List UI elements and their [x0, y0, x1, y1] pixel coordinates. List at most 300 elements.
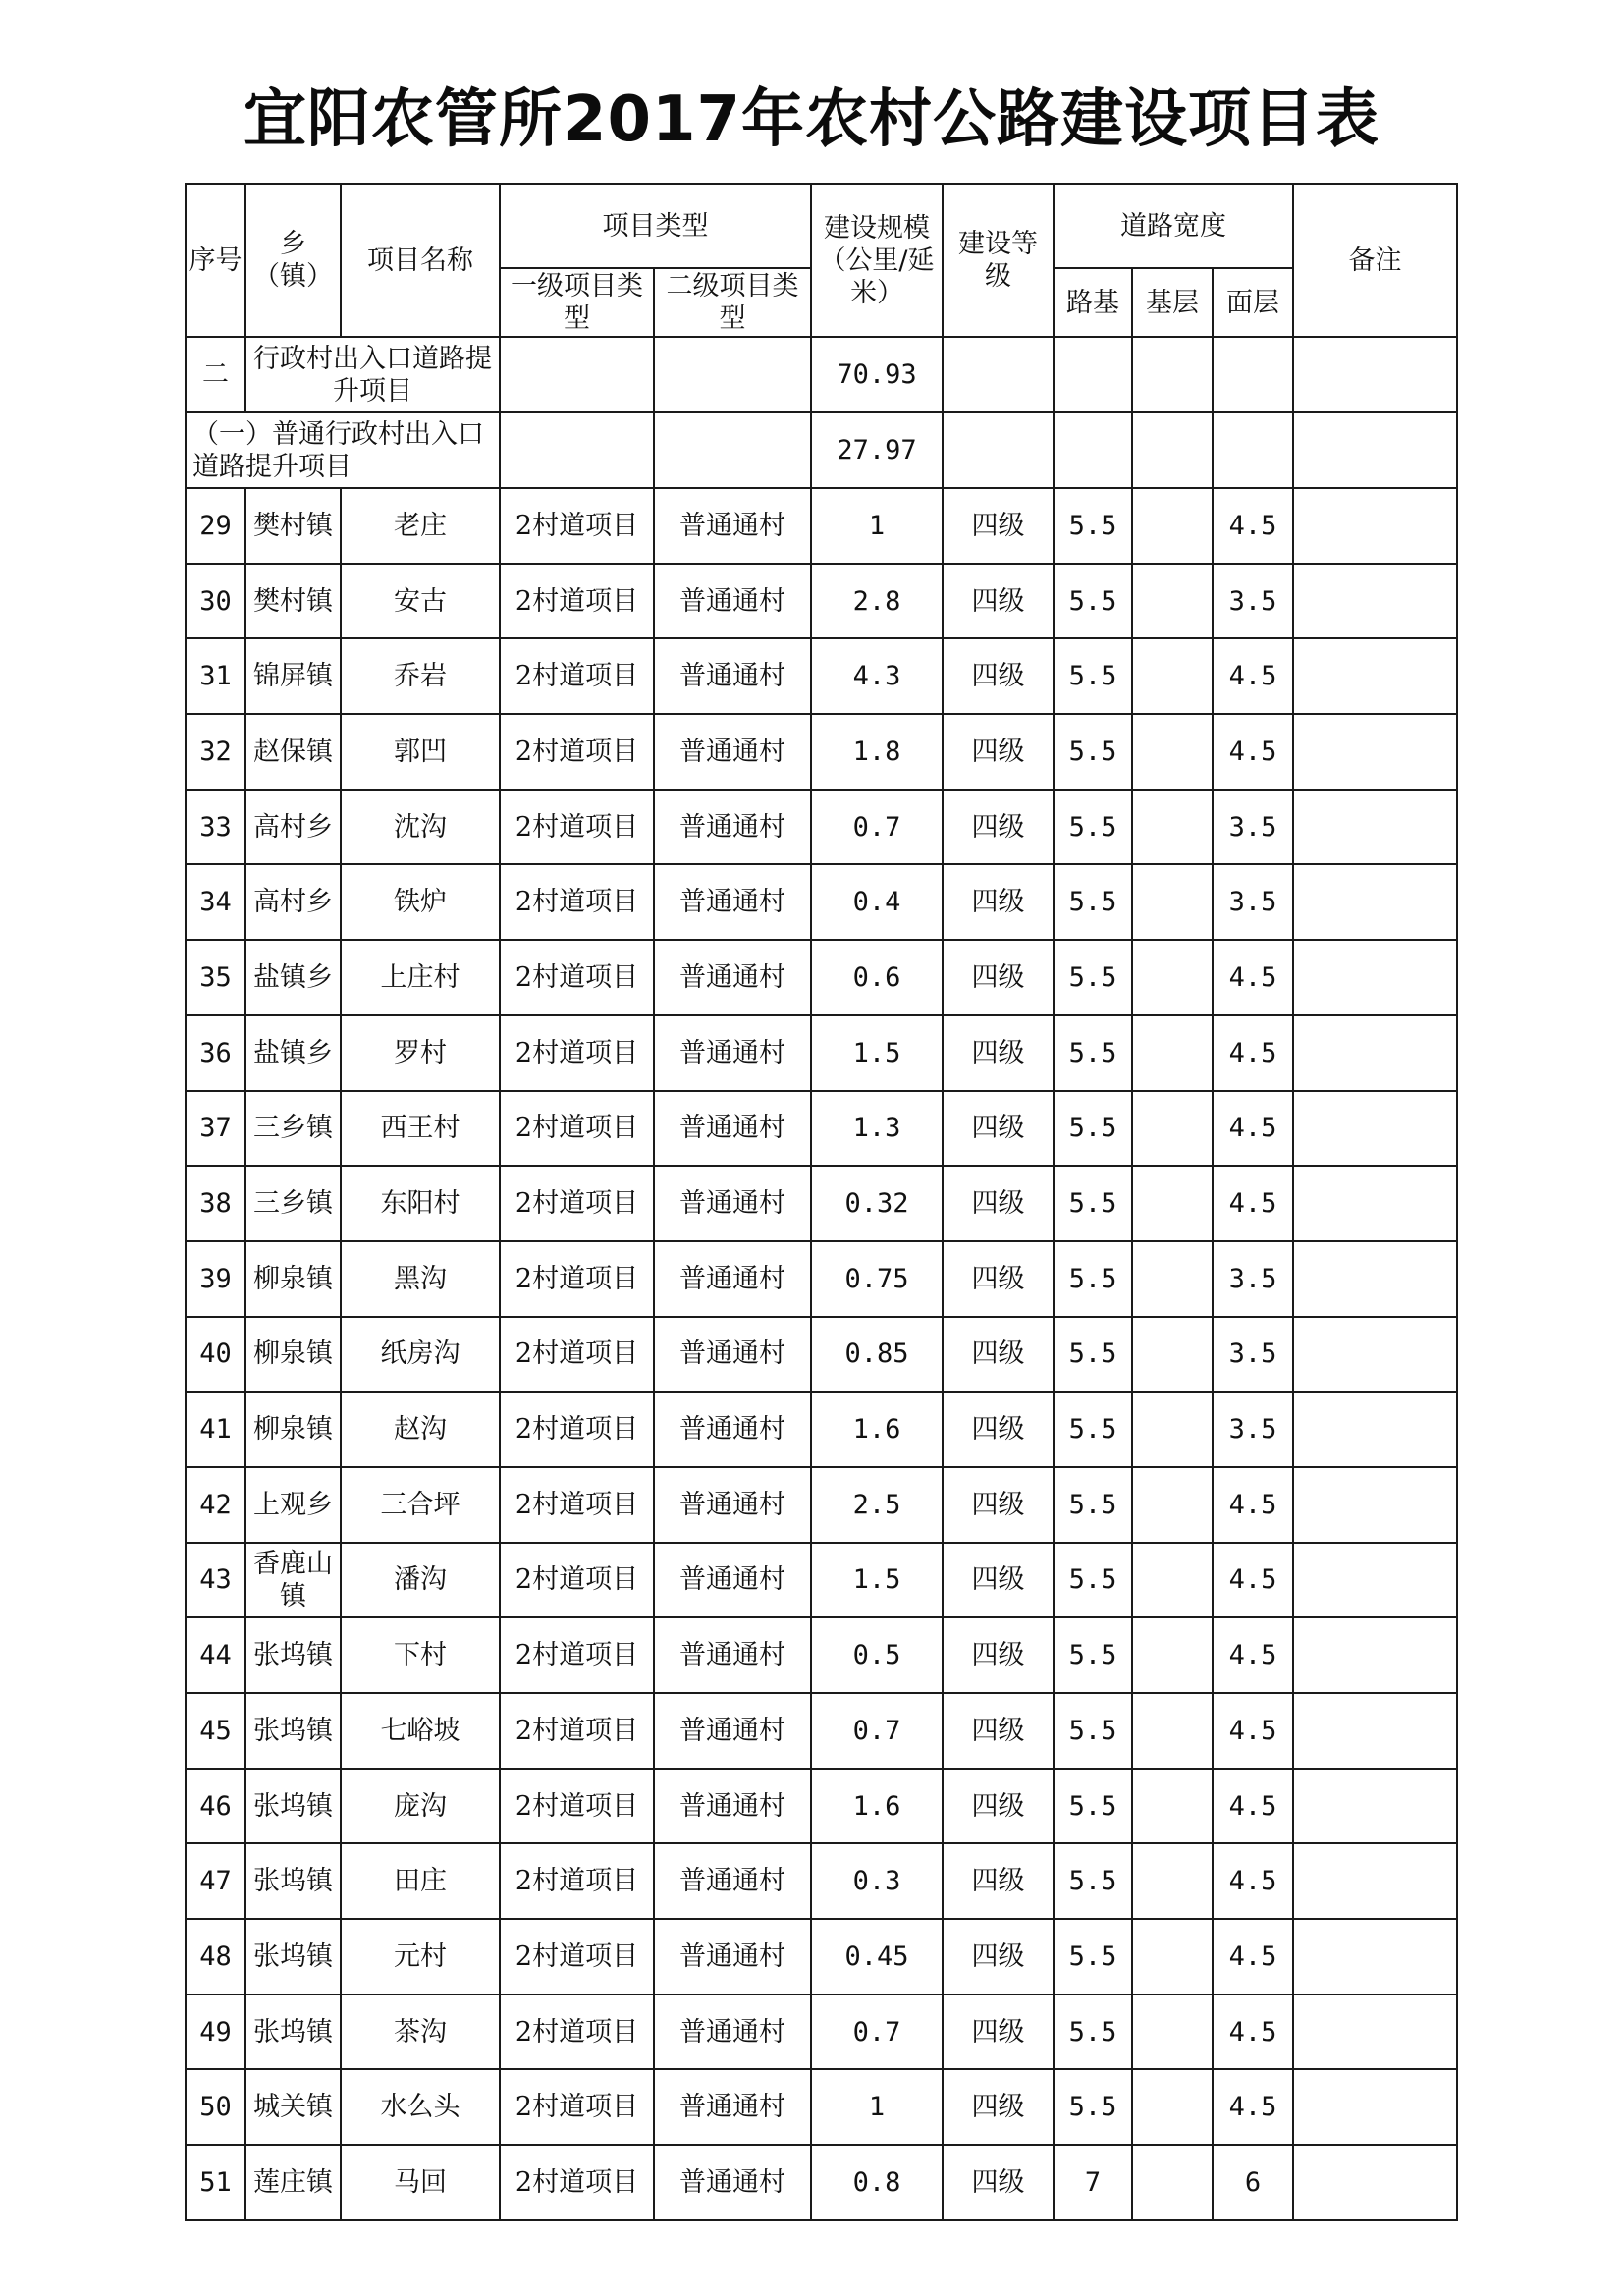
header-type-level1: 一级项目类型 [500, 268, 654, 337]
header-surface: 面层 [1213, 268, 1293, 337]
row-seq: 38 [186, 1166, 245, 1241]
row-subgrade: 5.5 [1054, 790, 1132, 865]
empty-cell [654, 412, 811, 488]
row-type-level2: 普通通村 [654, 2145, 811, 2220]
table-row [186, 1317, 1457, 1393]
row-project-name: 马回 [341, 2145, 500, 2220]
row-subgrade: 5.5 [1054, 488, 1132, 564]
header-base: 基层 [1132, 268, 1213, 337]
table-row [186, 564, 1457, 639]
row-base [1132, 564, 1213, 639]
row-grade: 四级 [943, 1467, 1054, 1543]
row-base [1132, 1392, 1213, 1467]
row-seq: 50 [186, 2069, 245, 2145]
table-row [186, 1015, 1457, 1091]
row-subgrade: 5.5 [1054, 1241, 1132, 1317]
row-type-level2: 普通通村 [654, 1015, 811, 1091]
row-grade: 四级 [943, 1091, 1054, 1167]
table-row [186, 1617, 1457, 1693]
row-type-level1: 2村道项目 [500, 638, 654, 714]
row-type-level2: 普通通村 [654, 940, 811, 1015]
row-surface: 3.5 [1213, 864, 1293, 940]
row-remark [1293, 1843, 1457, 1919]
row-type-level1: 2村道项目 [500, 2145, 654, 2220]
row-subgrade: 5.5 [1054, 940, 1132, 1015]
row-grade: 四级 [943, 1843, 1054, 1919]
row-type-level1: 2村道项目 [500, 1693, 654, 1769]
table-row [186, 864, 1457, 940]
row-remark [1293, 1617, 1457, 1693]
row-type-level1: 2村道项目 [500, 564, 654, 639]
row-type-level2: 普通通村 [654, 488, 811, 564]
row-project-name: 潘沟 [341, 1543, 500, 1618]
row-base [1132, 790, 1213, 865]
row-grade: 四级 [943, 1919, 1054, 1995]
row-grade: 四级 [943, 1617, 1054, 1693]
row-subgrade: 7 [1054, 2145, 1132, 2220]
row-type-level1: 2村道项目 [500, 1317, 654, 1393]
row-type-level1: 2村道项目 [500, 1015, 654, 1091]
row-project-name: 乔岩 [341, 638, 500, 714]
section1-seq: 二 [186, 337, 245, 412]
row-remark [1293, 1091, 1457, 1167]
row-remark [1293, 1769, 1457, 1844]
row-subgrade: 5.5 [1054, 1843, 1132, 1919]
row-town: 高村乡 [245, 864, 341, 940]
row-grade: 四级 [943, 714, 1054, 790]
row-subgrade: 5.5 [1054, 1166, 1132, 1241]
header-seq: 序号 [186, 184, 245, 337]
row-town: 樊村镇 [245, 488, 341, 564]
row-surface: 4.5 [1213, 714, 1293, 790]
row-surface: 4.5 [1213, 2069, 1293, 2145]
row-surface: 6 [1213, 2145, 1293, 2220]
row-scale: 0.45 [811, 1919, 943, 1995]
row-town: 香鹿山镇 [245, 1543, 341, 1618]
row-project-name: 元村 [341, 1919, 500, 1995]
row-surface: 4.5 [1213, 638, 1293, 714]
row-seq: 42 [186, 1467, 245, 1543]
row-type-level2: 普通通村 [654, 864, 811, 940]
project-table [185, 183, 1458, 2221]
row-project-name: 铁炉 [341, 864, 500, 940]
row-scale: 2.8 [811, 564, 943, 639]
row-type-level2: 普通通村 [654, 1995, 811, 2070]
header-road-width: 道路宽度 [1054, 184, 1293, 268]
row-surface: 4.5 [1213, 1843, 1293, 1919]
row-base [1132, 1166, 1213, 1241]
row-type-level1: 2村道项目 [500, 1166, 654, 1241]
row-surface: 4.5 [1213, 1166, 1293, 1241]
row-remark [1293, 1241, 1457, 1317]
row-grade: 四级 [943, 940, 1054, 1015]
row-surface: 4.5 [1213, 1693, 1293, 1769]
row-base [1132, 1769, 1213, 1844]
row-grade: 四级 [943, 2069, 1054, 2145]
table-row [186, 1467, 1457, 1543]
empty-cell [1054, 412, 1132, 488]
header-project-type: 项目类型 [500, 184, 811, 268]
row-seq: 29 [186, 488, 245, 564]
row-scale: 0.3 [811, 1843, 943, 1919]
row-town: 高村乡 [245, 790, 341, 865]
row-seq: 47 [186, 1843, 245, 1919]
row-grade: 四级 [943, 2145, 1054, 2220]
row-subgrade: 5.5 [1054, 1769, 1132, 1844]
row-base [1132, 864, 1213, 940]
row-scale: 0.75 [811, 1241, 943, 1317]
row-base [1132, 1543, 1213, 1618]
row-scale: 1.6 [811, 1769, 943, 1844]
row-base [1132, 1015, 1213, 1091]
row-surface: 3.5 [1213, 564, 1293, 639]
row-scale: 0.85 [811, 1317, 943, 1393]
row-surface: 4.5 [1213, 1769, 1293, 1844]
row-seq: 31 [186, 638, 245, 714]
row-seq: 40 [186, 1317, 245, 1393]
row-subgrade: 5.5 [1054, 1995, 1132, 2070]
row-seq: 33 [186, 790, 245, 865]
row-base [1132, 1317, 1213, 1393]
row-scale: 0.7 [811, 1693, 943, 1769]
row-grade: 四级 [943, 638, 1054, 714]
row-town: 张坞镇 [245, 1919, 341, 1995]
row-town: 柳泉镇 [245, 1392, 341, 1467]
row-town: 上观乡 [245, 1467, 341, 1543]
row-type-level1: 2村道项目 [500, 1543, 654, 1618]
row-type-level2: 普通通村 [654, 714, 811, 790]
row-project-name: 东阳村 [341, 1166, 500, 1241]
row-seq: 30 [186, 564, 245, 639]
row-town: 柳泉镇 [245, 1317, 341, 1393]
row-scale: 1.8 [811, 714, 943, 790]
row-type-level1: 2村道项目 [500, 2069, 654, 2145]
row-seq: 44 [186, 1617, 245, 1693]
row-project-name: 西王村 [341, 1091, 500, 1167]
row-surface: 3.5 [1213, 1392, 1293, 1467]
row-type-level1: 2村道项目 [500, 1467, 654, 1543]
row-town: 张坞镇 [245, 1995, 341, 2070]
header-subgrade: 路基 [1054, 268, 1132, 337]
row-type-level2: 普通通村 [654, 1919, 811, 1995]
row-surface: 3.5 [1213, 1241, 1293, 1317]
row-base [1132, 1919, 1213, 1995]
row-project-name: 纸房沟 [341, 1317, 500, 1393]
row-grade: 四级 [943, 564, 1054, 639]
row-grade: 四级 [943, 1392, 1054, 1467]
row-project-name: 田庄 [341, 1843, 500, 1919]
row-surface: 4.5 [1213, 940, 1293, 1015]
empty-cell [1213, 412, 1293, 488]
row-type-level2: 普通通村 [654, 564, 811, 639]
row-town: 三乡镇 [245, 1091, 341, 1167]
row-grade: 四级 [943, 488, 1054, 564]
row-scale: 4.3 [811, 638, 943, 714]
row-town: 赵保镇 [245, 714, 341, 790]
row-scale: 0.7 [811, 1995, 943, 2070]
empty-cell [1132, 337, 1213, 412]
row-town: 张坞镇 [245, 1769, 341, 1844]
row-remark [1293, 1392, 1457, 1467]
row-seq: 34 [186, 864, 245, 940]
row-subgrade: 5.5 [1054, 638, 1132, 714]
empty-cell [654, 337, 811, 412]
table-row [186, 790, 1457, 865]
row-scale: 0.6 [811, 940, 943, 1015]
table-row [186, 1091, 1457, 1167]
row-town: 柳泉镇 [245, 1241, 341, 1317]
row-base [1132, 638, 1213, 714]
row-base [1132, 488, 1213, 564]
row-seq: 51 [186, 2145, 245, 2220]
row-subgrade: 5.5 [1054, 1693, 1132, 1769]
row-remark [1293, 790, 1457, 865]
header-town: 乡（镇） [245, 184, 341, 337]
row-scale: 2.5 [811, 1467, 943, 1543]
row-town: 张坞镇 [245, 1693, 341, 1769]
row-surface: 4.5 [1213, 1995, 1293, 2070]
empty-cell [1293, 337, 1457, 412]
row-subgrade: 5.5 [1054, 1015, 1132, 1091]
table-row [186, 2145, 1457, 2220]
row-town: 锦屏镇 [245, 638, 341, 714]
row-scale: 1 [811, 488, 943, 564]
row-scale: 1.5 [811, 1015, 943, 1091]
table-row [186, 1769, 1457, 1844]
row-base [1132, 714, 1213, 790]
row-seq: 35 [186, 940, 245, 1015]
row-type-level1: 2村道项目 [500, 940, 654, 1015]
row-subgrade: 5.5 [1054, 1317, 1132, 1393]
row-type-level1: 2村道项目 [500, 1843, 654, 1919]
row-seq: 37 [186, 1091, 245, 1167]
row-base [1132, 1467, 1213, 1543]
row-grade: 四级 [943, 1241, 1054, 1317]
row-town: 张坞镇 [245, 1843, 341, 1919]
row-type-level2: 普通通村 [654, 1166, 811, 1241]
empty-cell [943, 337, 1054, 412]
row-grade: 四级 [943, 1166, 1054, 1241]
row-surface: 4.5 [1213, 1543, 1293, 1618]
row-project-name: 老庄 [341, 488, 500, 564]
row-surface: 4.5 [1213, 1015, 1293, 1091]
row-scale: 1.5 [811, 1543, 943, 1618]
row-type-level2: 普通通村 [654, 2069, 811, 2145]
row-type-level2: 普通通村 [654, 1467, 811, 1543]
row-base [1132, 1091, 1213, 1167]
empty-cell [1132, 412, 1213, 488]
row-subgrade: 5.5 [1054, 2069, 1132, 2145]
row-town: 三乡镇 [245, 1166, 341, 1241]
table-row [186, 1543, 1457, 1618]
empty-cell [1213, 337, 1293, 412]
row-remark [1293, 940, 1457, 1015]
row-base [1132, 2145, 1213, 2220]
row-project-name: 罗村 [341, 1015, 500, 1091]
row-project-name: 安古 [341, 564, 500, 639]
row-type-level2: 普通通村 [654, 790, 811, 865]
row-type-level1: 2村道项目 [500, 488, 654, 564]
row-remark [1293, 1995, 1457, 2070]
row-scale: 1.3 [811, 1091, 943, 1167]
row-surface: 4.5 [1213, 1091, 1293, 1167]
row-remark [1293, 1919, 1457, 1995]
row-project-name: 沈沟 [341, 790, 500, 865]
row-type-level1: 2村道项目 [500, 714, 654, 790]
row-seq: 45 [186, 1693, 245, 1769]
table-row [186, 1392, 1457, 1467]
table-row [186, 1919, 1457, 1995]
row-type-level2: 普通通村 [654, 638, 811, 714]
row-subgrade: 5.5 [1054, 1543, 1132, 1618]
row-type-level2: 普通通村 [654, 1091, 811, 1167]
header-grade: 建设等级 [943, 184, 1054, 337]
row-surface: 4.5 [1213, 1467, 1293, 1543]
row-project-name: 庞沟 [341, 1769, 500, 1844]
row-remark [1293, 2145, 1457, 2220]
row-project-name: 七峪坡 [341, 1693, 500, 1769]
row-grade: 四级 [943, 1995, 1054, 2070]
row-scale: 0.5 [811, 1617, 943, 1693]
row-remark [1293, 638, 1457, 714]
row-scale: 0.7 [811, 790, 943, 865]
row-seq: 43 [186, 1543, 245, 1618]
empty-cell [1054, 337, 1132, 412]
row-type-level1: 2村道项目 [500, 790, 654, 865]
row-base [1132, 1843, 1213, 1919]
row-type-level2: 普通通村 [654, 1543, 811, 1618]
row-remark [1293, 1543, 1457, 1618]
row-scale: 0.32 [811, 1166, 943, 1241]
row-type-level1: 2村道项目 [500, 1919, 654, 1995]
table-row [186, 1166, 1457, 1241]
row-base [1132, 940, 1213, 1015]
table-row [186, 1241, 1457, 1317]
row-scale: 1.6 [811, 1392, 943, 1467]
row-surface: 4.5 [1213, 1919, 1293, 1995]
row-seq: 41 [186, 1392, 245, 1467]
header-remarks: 备注 [1293, 184, 1457, 337]
row-subgrade: 5.5 [1054, 714, 1132, 790]
row-town: 城关镇 [245, 2069, 341, 2145]
row-type-level2: 普通通村 [654, 1843, 811, 1919]
row-seq: 39 [186, 1241, 245, 1317]
row-type-level1: 2村道项目 [500, 1995, 654, 2070]
table-row [186, 714, 1457, 790]
row-remark [1293, 1166, 1457, 1241]
header-project-name: 项目名称 [341, 184, 500, 337]
empty-cell [500, 337, 654, 412]
table-row [186, 1995, 1457, 2070]
row-scale: 0.4 [811, 864, 943, 940]
section1-name: 行政村出入口道路提升项目 [245, 337, 500, 412]
header-scale: 建设规模（公里/延米） [811, 184, 943, 337]
row-remark [1293, 1015, 1457, 1091]
row-remark [1293, 2069, 1457, 2145]
row-type-level1: 2村道项目 [500, 864, 654, 940]
row-type-level2: 普通通村 [654, 1392, 811, 1467]
row-remark [1293, 1467, 1457, 1543]
empty-cell [943, 412, 1054, 488]
row-remark [1293, 1317, 1457, 1393]
row-seq: 32 [186, 714, 245, 790]
empty-cell [1293, 412, 1457, 488]
row-project-name: 黑沟 [341, 1241, 500, 1317]
row-town: 盐镇乡 [245, 940, 341, 1015]
header-type-level2: 二级项目类型 [654, 268, 811, 337]
row-base [1132, 1693, 1213, 1769]
row-type-level2: 普通通村 [654, 1241, 811, 1317]
row-type-level1: 2村道项目 [500, 1392, 654, 1467]
row-type-level2: 普通通村 [654, 1769, 811, 1844]
empty-cell [500, 412, 654, 488]
row-type-level1: 2村道项目 [500, 1241, 654, 1317]
row-remark [1293, 714, 1457, 790]
row-subgrade: 5.5 [1054, 1467, 1132, 1543]
row-surface: 3.5 [1213, 790, 1293, 865]
table-row [186, 1843, 1457, 1919]
row-grade: 四级 [943, 790, 1054, 865]
row-project-name: 下村 [341, 1617, 500, 1693]
row-seq: 48 [186, 1919, 245, 1995]
row-town: 盐镇乡 [245, 1015, 341, 1091]
row-project-name: 茶沟 [341, 1995, 500, 2070]
table-row [186, 638, 1457, 714]
row-type-level1: 2村道项目 [500, 1617, 654, 1693]
row-type-level2: 普通通村 [654, 1317, 811, 1393]
page-title: 宜阳农管所2017年农村公路建设项目表 [243, 83, 1380, 156]
row-type-level1: 2村道项目 [500, 1091, 654, 1167]
row-surface: 4.5 [1213, 488, 1293, 564]
row-scale: 1 [811, 2069, 943, 2145]
row-remark [1293, 1693, 1457, 1769]
row-remark [1293, 864, 1457, 940]
section1-scale: 70.93 [811, 337, 943, 412]
row-grade: 四级 [943, 1769, 1054, 1844]
row-seq: 36 [186, 1015, 245, 1091]
row-town: 张坞镇 [245, 1617, 341, 1693]
row-subgrade: 5.5 [1054, 564, 1132, 639]
row-project-name: 郭凹 [341, 714, 500, 790]
row-remark [1293, 488, 1457, 564]
section2-scale: 27.97 [811, 412, 943, 488]
row-remark [1293, 564, 1457, 639]
row-town: 莲庄镇 [245, 2145, 341, 2220]
section2-name: （一）普通行政村出入口道路提升项目 [186, 412, 500, 488]
row-grade: 四级 [943, 1015, 1054, 1091]
row-project-name: 赵沟 [341, 1392, 500, 1467]
row-subgrade: 5.5 [1054, 1919, 1132, 1995]
row-scale: 0.8 [811, 2145, 943, 2220]
row-grade: 四级 [943, 1543, 1054, 1618]
row-subgrade: 5.5 [1054, 1091, 1132, 1167]
row-surface: 4.5 [1213, 1617, 1293, 1693]
row-base [1132, 1617, 1213, 1693]
row-base [1132, 1241, 1213, 1317]
row-surface: 3.5 [1213, 1317, 1293, 1393]
row-grade: 四级 [943, 1317, 1054, 1393]
row-type-level2: 普通通村 [654, 1617, 811, 1693]
table-row [186, 1693, 1457, 1769]
row-seq: 49 [186, 1995, 245, 2070]
table-row [186, 2069, 1457, 2145]
row-grade: 四级 [943, 864, 1054, 940]
table-row [186, 488, 1457, 564]
row-base [1132, 2069, 1213, 2145]
table-row [186, 940, 1457, 1015]
row-subgrade: 5.5 [1054, 1392, 1132, 1467]
row-project-name: 水么头 [341, 2069, 500, 2145]
